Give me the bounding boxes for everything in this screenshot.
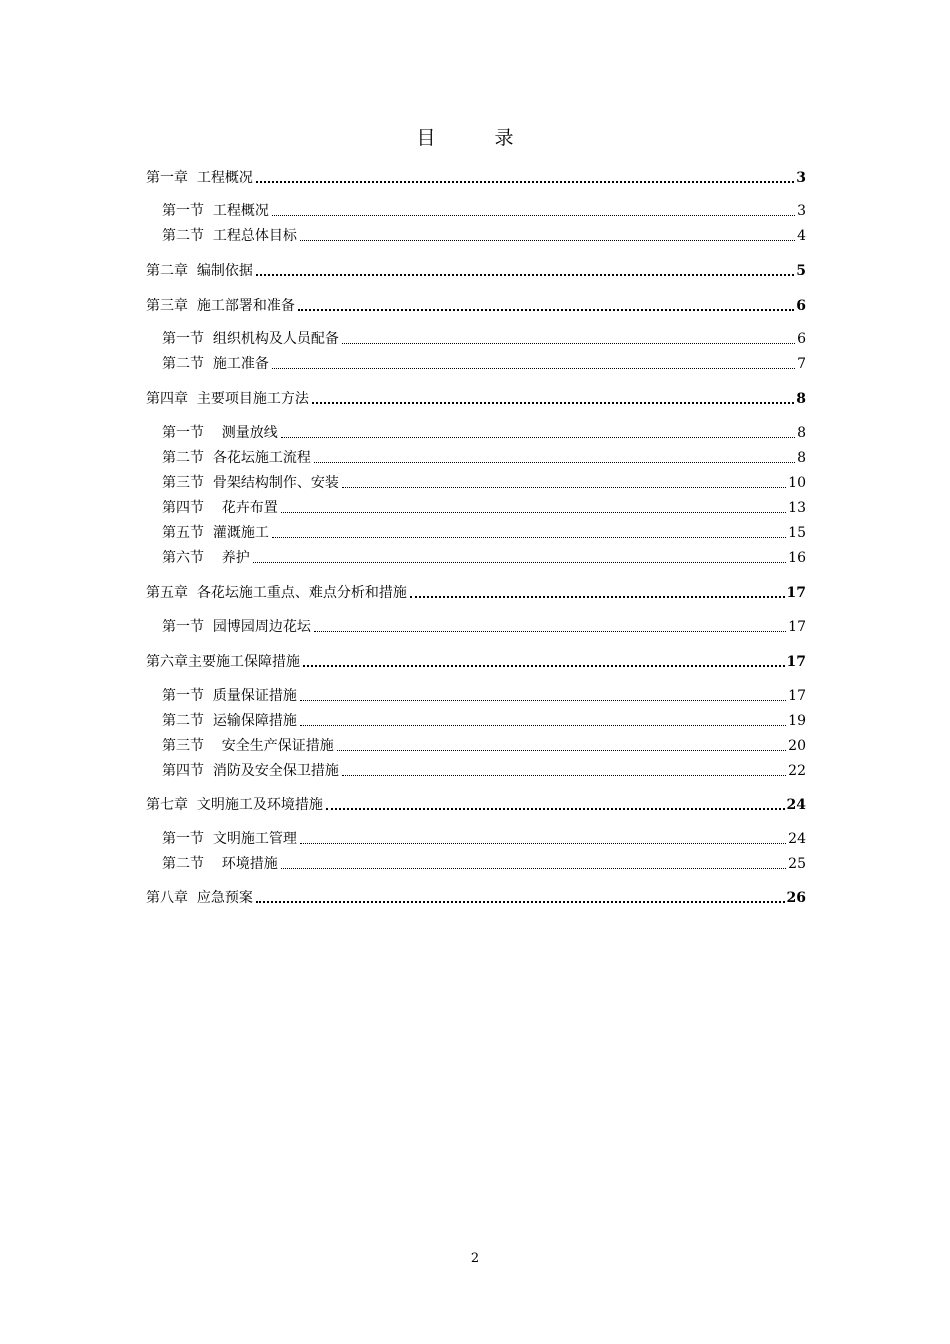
toc-entry-page: 10 <box>788 475 806 491</box>
toc-entry-label: 第二节 各花坛施工流程 <box>162 450 311 466</box>
toc-entry-page: 19 <box>788 713 806 729</box>
toc-section-entry[interactable] <box>162 201 806 221</box>
toc-section-entry[interactable] <box>162 498 806 518</box>
toc-entry-page: 17 <box>786 585 806 601</box>
toc-leader-dots <box>326 797 785 811</box>
toc-chapter-entry[interactable] <box>146 296 806 316</box>
toc-leader-dots <box>337 738 786 752</box>
toc-section-entry[interactable] <box>162 548 806 568</box>
toc-entry-page: 26 <box>786 890 806 906</box>
toc-entry-page: 3 <box>796 170 806 186</box>
toc-leader-dots <box>342 331 795 345</box>
toc-leader-dots <box>410 585 785 599</box>
toc-chapter-entry[interactable] <box>146 261 806 281</box>
toc-entry-page: 16 <box>788 550 806 566</box>
toc-leader-dots <box>300 831 786 845</box>
toc-chapter-entry[interactable] <box>146 888 806 908</box>
toc-entry-page: 25 <box>788 856 806 872</box>
toc-entry-page: 20 <box>788 738 806 754</box>
toc-entry-page: 7 <box>797 356 806 372</box>
toc-entry-label: 第五节 灌溉施工 <box>162 525 269 541</box>
toc-entry-label: 第八章 应急预案 <box>146 890 253 906</box>
toc-chapter-entry[interactable] <box>146 652 806 672</box>
toc-entry-label: 第七章 文明施工及环境措施 <box>146 797 323 813</box>
toc-section-entry[interactable] <box>162 354 806 374</box>
toc-entry-page: 17 <box>788 688 806 704</box>
toc-entry-page: 17 <box>786 654 806 670</box>
toc-chapter-entry[interactable] <box>146 583 806 603</box>
toc-section-entry[interactable] <box>162 226 806 246</box>
toc-entry-page: 8 <box>796 391 806 407</box>
toc-entry-label: 第一节 园博园周边花坛 <box>162 619 311 635</box>
toc-leader-dots <box>314 450 795 464</box>
toc-entry-page: 6 <box>796 298 806 314</box>
toc-leader-dots <box>256 170 794 184</box>
toc-leader-dots <box>272 356 795 370</box>
toc-leader-dots <box>298 298 794 312</box>
toc-entry-label: 第一节 文明施工管理 <box>162 831 297 847</box>
toc-entry-page: 24 <box>788 831 806 847</box>
toc-entry-label: 第三节 骨架结构制作、安装 <box>162 475 339 491</box>
toc-entry-label: 第六节 养护 <box>162 550 250 566</box>
toc-entry-label: 第四节 花卉布置 <box>162 500 278 516</box>
toc-leader-dots <box>314 619 786 633</box>
page-title: 目 录 <box>416 127 534 149</box>
toc-entry-label: 第一章 工程概况 <box>146 170 253 186</box>
toc-entry-page: 8 <box>797 425 806 441</box>
toc-section-entry[interactable] <box>162 423 806 443</box>
toc-leader-dots <box>300 713 786 727</box>
toc-entry-page: 3 <box>797 203 806 219</box>
toc-entry-label: 第二节 环境措施 <box>162 856 278 872</box>
toc-entry-page: 13 <box>788 500 806 516</box>
toc-leader-dots <box>256 890 785 904</box>
toc-entry-label: 第六章主要施工保障措施 <box>146 654 300 670</box>
toc-section-entry[interactable] <box>162 711 806 731</box>
toc-leader-dots <box>272 525 786 539</box>
toc-section-entry[interactable] <box>162 617 806 637</box>
toc-leader-dots <box>342 763 786 777</box>
toc-entry-page: 4 <box>797 228 806 244</box>
toc-section-entry[interactable] <box>162 448 806 468</box>
toc-leader-dots <box>253 550 786 564</box>
toc-entry-page: 22 <box>788 763 806 779</box>
toc-entry-label: 第四章 主要项目施工方法 <box>146 391 309 407</box>
toc-entry-label: 第一节 组织机构及人员配备 <box>162 331 339 347</box>
toc-section-entry[interactable] <box>162 523 806 543</box>
toc-entry-page: 6 <box>797 331 806 347</box>
toc-entry-page: 17 <box>788 619 806 635</box>
toc-entry-page: 5 <box>796 263 806 279</box>
toc-leader-dots <box>300 228 795 242</box>
toc-chapter-entry[interactable] <box>146 168 806 188</box>
toc-entry-label: 第二节 工程总体目标 <box>162 228 297 244</box>
toc-section-entry[interactable] <box>162 473 806 493</box>
toc-entry-label: 第四节 消防及安全保卫措施 <box>162 763 339 779</box>
toc-leader-dots <box>272 203 795 217</box>
page-number: 2 <box>470 1251 480 1266</box>
toc-entry-label: 第三节 安全生产保证措施 <box>162 738 334 754</box>
toc-section-entry[interactable] <box>162 829 806 849</box>
toc-entry-label: 第三章 施工部署和准备 <box>146 298 295 314</box>
toc-leader-dots <box>256 263 794 277</box>
toc-leader-dots <box>300 688 786 702</box>
toc-entry-label: 第一节 测量放线 <box>162 425 278 441</box>
toc-entry-page: 24 <box>786 797 806 813</box>
toc-entry-label: 第二节 运输保障措施 <box>162 713 297 729</box>
toc-entry-page: 8 <box>797 450 806 466</box>
toc-leader-dots <box>303 654 785 668</box>
toc-section-entry[interactable] <box>162 329 806 349</box>
toc-chapter-entry[interactable] <box>146 795 806 815</box>
toc-entry-label: 第二节 施工准备 <box>162 356 269 372</box>
toc-leader-dots <box>312 391 794 405</box>
toc-leader-dots <box>281 425 795 439</box>
toc-section-entry[interactable] <box>162 854 806 874</box>
toc-entry-label: 第五章 各花坛施工重点、难点分析和措施 <box>146 585 407 601</box>
toc-leader-dots <box>342 475 786 489</box>
toc-entry-label: 第二章 编制依据 <box>146 263 253 279</box>
toc-entry-label: 第一节 工程概况 <box>162 203 269 219</box>
toc-entry-page: 15 <box>788 525 806 541</box>
toc-section-entry[interactable] <box>162 686 806 706</box>
toc-leader-dots <box>281 856 786 870</box>
toc-section-entry[interactable] <box>162 761 806 781</box>
toc-section-entry[interactable] <box>162 736 806 756</box>
toc-leader-dots <box>281 500 786 514</box>
toc-chapter-entry[interactable] <box>146 389 806 409</box>
toc-entry-label: 第一节 质量保证措施 <box>162 688 297 704</box>
